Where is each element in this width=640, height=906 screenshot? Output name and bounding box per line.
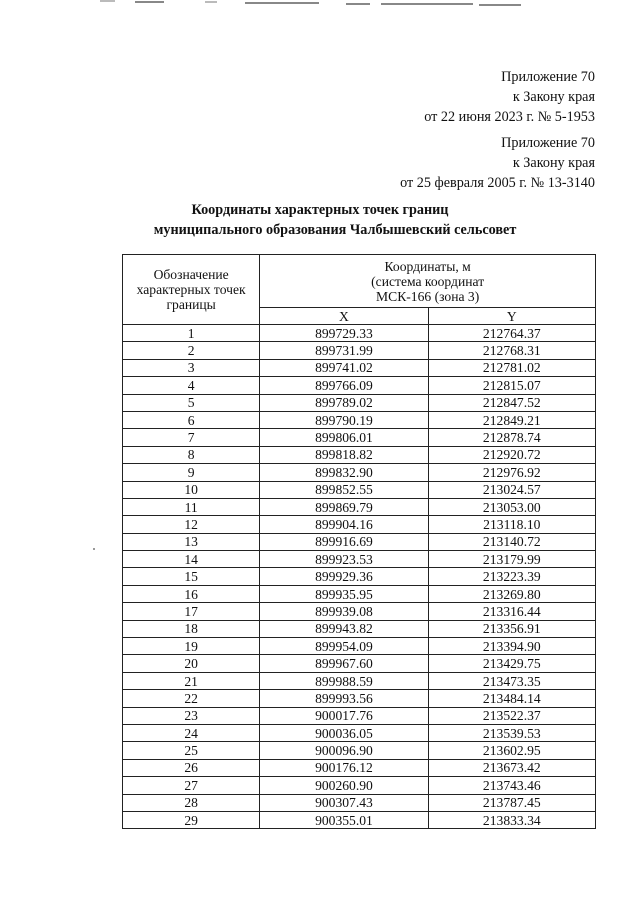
appendix-current-law: к Закону края bbox=[512, 89, 595, 105]
cell-y: 213429.75 bbox=[428, 655, 595, 672]
cell-point: 11 bbox=[123, 498, 260, 515]
cell-x: 899806.01 bbox=[260, 429, 428, 446]
cell-y: 213473.35 bbox=[428, 672, 595, 689]
header-coordinates-line1: Координаты, м bbox=[384, 258, 471, 274]
cell-point: 4 bbox=[123, 377, 260, 394]
header-coordinates-line2: (система координат bbox=[371, 273, 485, 289]
table-row bbox=[123, 516, 596, 533]
cell-point: 9 bbox=[123, 464, 260, 481]
cell-y: 212768.31 bbox=[428, 342, 595, 359]
cell-x: 899741.02 bbox=[260, 359, 428, 376]
cell-y: 213787.45 bbox=[428, 794, 595, 811]
scan-artifacts bbox=[0, 0, 640, 6]
cell-y: 213602.95 bbox=[428, 742, 595, 759]
cell-x: 899923.53 bbox=[260, 551, 428, 568]
cell-point: 24 bbox=[123, 724, 260, 741]
cell-y: 212815.07 bbox=[428, 377, 595, 394]
table-row bbox=[123, 707, 596, 724]
cell-x: 899731.99 bbox=[260, 342, 428, 359]
cell-y: 213673.42 bbox=[428, 759, 595, 776]
table-body bbox=[123, 325, 596, 829]
table-row bbox=[123, 777, 596, 794]
cell-y: 213024.57 bbox=[428, 481, 595, 498]
cell-y: 213539.53 bbox=[428, 724, 595, 741]
header-coordinates-line3: МСК-166 (зона 3) bbox=[376, 288, 480, 304]
header-x: X bbox=[260, 308, 428, 325]
cell-x: 899789.02 bbox=[260, 394, 428, 411]
cell-x: 899904.16 bbox=[260, 516, 428, 533]
header-coordinates bbox=[260, 255, 596, 308]
table-row bbox=[123, 794, 596, 811]
cell-x: 899939.08 bbox=[260, 603, 428, 620]
header-y: Y bbox=[428, 308, 595, 325]
cell-point: 22 bbox=[123, 690, 260, 707]
cell-x: 900036.05 bbox=[260, 724, 428, 741]
document-title-line1: Координаты характерных точек границ bbox=[191, 202, 449, 218]
cell-point: 3 bbox=[123, 359, 260, 376]
cell-y: 212920.72 bbox=[428, 446, 595, 463]
cell-x: 899729.33 bbox=[260, 325, 428, 342]
cell-point: 8 bbox=[123, 446, 260, 463]
cell-x: 899967.60 bbox=[260, 655, 428, 672]
cell-y: 212781.02 bbox=[428, 359, 595, 376]
table-row bbox=[123, 690, 596, 707]
cell-y: 212878.74 bbox=[428, 429, 595, 446]
document-title-line2: муниципального образования Чалбышевский сельсовет bbox=[153, 222, 517, 238]
cell-x: 899993.56 bbox=[260, 690, 428, 707]
cell-x: 900176.12 bbox=[260, 759, 428, 776]
table-row bbox=[123, 638, 596, 655]
cell-x: 899766.09 bbox=[260, 377, 428, 394]
cell-y: 213269.80 bbox=[428, 585, 595, 602]
cell-x: 900355.01 bbox=[260, 811, 428, 828]
appendix-original-number: Приложение 70 bbox=[501, 135, 595, 151]
cell-y: 213522.37 bbox=[428, 707, 595, 724]
cell-point: 15 bbox=[123, 568, 260, 585]
table-row bbox=[123, 498, 596, 515]
cell-x: 899929.36 bbox=[260, 568, 428, 585]
cell-x: 899869.79 bbox=[260, 498, 428, 515]
table-row bbox=[123, 620, 596, 637]
cell-point: 28 bbox=[123, 794, 260, 811]
header-point-designation bbox=[123, 255, 260, 325]
table-row bbox=[123, 411, 596, 428]
cell-point: 18 bbox=[123, 620, 260, 637]
cell-y: 213140.72 bbox=[428, 533, 595, 550]
table-row bbox=[123, 342, 596, 359]
document-title bbox=[0, 200, 640, 240]
appendix-current bbox=[424, 67, 595, 127]
cell-point: 13 bbox=[123, 533, 260, 550]
cell-y: 213118.10 bbox=[428, 516, 595, 533]
cell-point: 10 bbox=[123, 481, 260, 498]
cell-x: 900017.76 bbox=[260, 707, 428, 724]
cell-point: 21 bbox=[123, 672, 260, 689]
table-row bbox=[123, 533, 596, 550]
appendix-original-law: к Закону края bbox=[512, 155, 595, 171]
cell-y: 213743.46 bbox=[428, 777, 595, 794]
cell-x: 899818.82 bbox=[260, 446, 428, 463]
cell-x: 899943.82 bbox=[260, 620, 428, 637]
cell-y: 213833.34 bbox=[428, 811, 595, 828]
cell-x: 900096.90 bbox=[260, 742, 428, 759]
cell-y: 212764.37 bbox=[428, 325, 595, 342]
cell-y: 213223.39 bbox=[428, 568, 595, 585]
cell-y: 213053.00 bbox=[428, 498, 595, 515]
table-row bbox=[123, 429, 596, 446]
table-row bbox=[123, 446, 596, 463]
cell-point: 12 bbox=[123, 516, 260, 533]
cell-y: 213316.44 bbox=[428, 603, 595, 620]
cell-y: 213394.90 bbox=[428, 638, 595, 655]
cell-point: 27 bbox=[123, 777, 260, 794]
cell-y: 212849.21 bbox=[428, 411, 595, 428]
scan-speck bbox=[93, 548, 95, 550]
table-row bbox=[123, 742, 596, 759]
coordinates-table bbox=[122, 254, 596, 829]
table-row bbox=[123, 377, 596, 394]
cell-point: 16 bbox=[123, 585, 260, 602]
header-point-designation-label: Обозначение характерных точек границы bbox=[136, 267, 246, 312]
cell-x: 899790.19 bbox=[260, 411, 428, 428]
appendix-original-date: от 25 февраля 2005 г. № 13-3140 bbox=[400, 175, 595, 191]
cell-point: 5 bbox=[123, 394, 260, 411]
table-row bbox=[123, 551, 596, 568]
appendix-original bbox=[400, 133, 595, 193]
cell-point: 1 bbox=[123, 325, 260, 342]
cell-point: 23 bbox=[123, 707, 260, 724]
cell-point: 25 bbox=[123, 742, 260, 759]
table-row bbox=[123, 724, 596, 741]
cell-x: 899988.59 bbox=[260, 672, 428, 689]
table-row bbox=[123, 394, 596, 411]
cell-point: 14 bbox=[123, 551, 260, 568]
cell-y: 213179.99 bbox=[428, 551, 595, 568]
table-row bbox=[123, 325, 596, 342]
table-row bbox=[123, 359, 596, 376]
appendix-current-number: Приложение 70 bbox=[501, 69, 595, 85]
cell-point: 29 bbox=[123, 811, 260, 828]
table-row bbox=[123, 811, 596, 828]
cell-point: 6 bbox=[123, 411, 260, 428]
cell-x: 900260.90 bbox=[260, 777, 428, 794]
table-row bbox=[123, 464, 596, 481]
cell-y: 213484.14 bbox=[428, 690, 595, 707]
table-row bbox=[123, 655, 596, 672]
cell-x: 899852.55 bbox=[260, 481, 428, 498]
table-row bbox=[123, 568, 596, 585]
cell-x: 899954.09 bbox=[260, 638, 428, 655]
cell-y: 212976.92 bbox=[428, 464, 595, 481]
cell-x: 899916.69 bbox=[260, 533, 428, 550]
cell-point: 2 bbox=[123, 342, 260, 359]
cell-x: 900307.43 bbox=[260, 794, 428, 811]
table-row bbox=[123, 759, 596, 776]
table-row bbox=[123, 481, 596, 498]
table-row bbox=[123, 672, 596, 689]
cell-point: 19 bbox=[123, 638, 260, 655]
cell-y: 213356.91 bbox=[428, 620, 595, 637]
cell-x: 899935.95 bbox=[260, 585, 428, 602]
cell-y: 212847.52 bbox=[428, 394, 595, 411]
cell-x: 899832.90 bbox=[260, 464, 428, 481]
appendix-current-date: от 22 июня 2023 г. № 5-1953 bbox=[424, 109, 595, 125]
cell-point: 7 bbox=[123, 429, 260, 446]
cell-point: 17 bbox=[123, 603, 260, 620]
cell-point: 20 bbox=[123, 655, 260, 672]
table-row bbox=[123, 585, 596, 602]
cell-point: 26 bbox=[123, 759, 260, 776]
table-row bbox=[123, 603, 596, 620]
